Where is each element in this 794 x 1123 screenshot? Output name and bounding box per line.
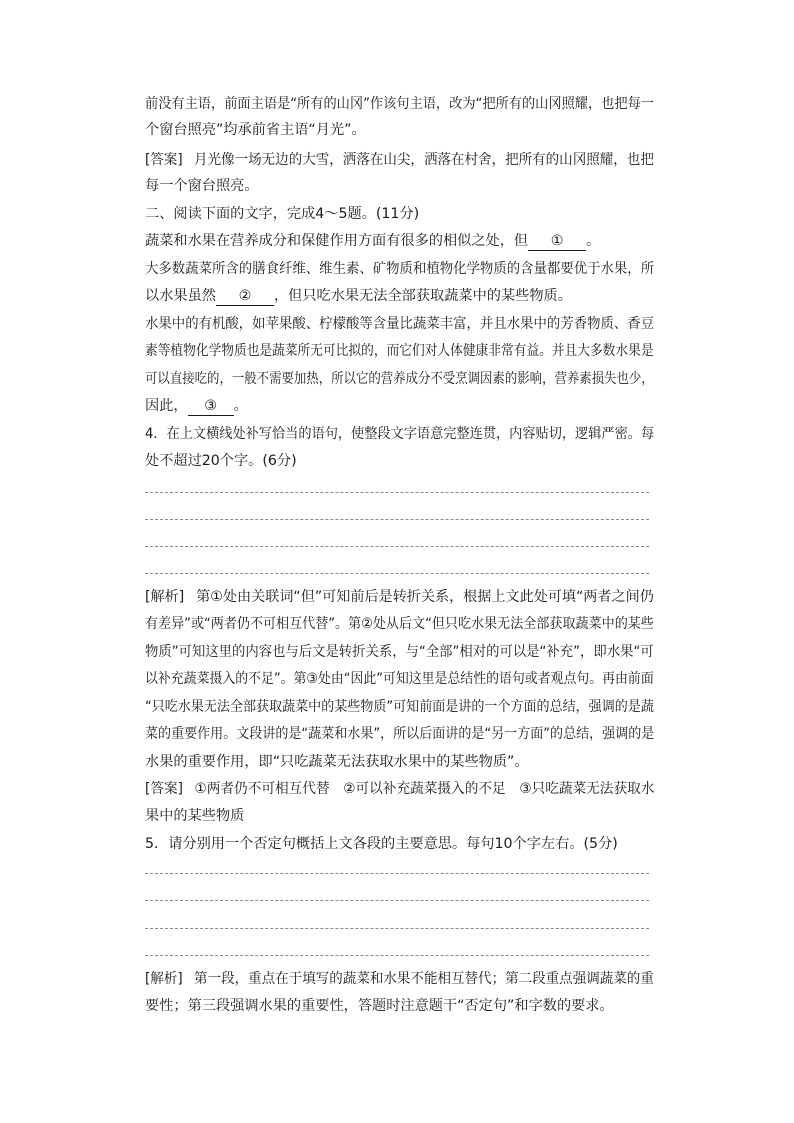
- text: 以水果虽然: [145, 288, 216, 304]
- text: 蔬菜和水果在营养成分和保健作用方面有很多的相似之处，但: [145, 233, 529, 249]
- text: 二、阅读下面的文字，完成4～5题。(11分): [145, 206, 420, 222]
- text-line: [145, 697, 654, 717]
- blank-3: ③: [188, 398, 234, 416]
- text: 每一个窗台照亮。: [145, 178, 259, 194]
- question-line: [145, 424, 654, 444]
- text-line: [145, 120, 366, 140]
- text-line: [145, 369, 654, 389]
- text: 。: [586, 233, 601, 249]
- analysis-tag: [解析]: [145, 589, 185, 605]
- section-heading: [145, 204, 419, 224]
- text: 要性；第三段强调水果的重要性，答题时注意题干“否定句”和字数的要求。: [145, 998, 614, 1014]
- text: ，但只吃水果无法全部获取蔬菜中的某些物质。: [273, 288, 572, 304]
- answer-line: [145, 150, 654, 170]
- answer-rule: [145, 546, 649, 547]
- text-line: [145, 286, 572, 306]
- text: 素等植物化学物质也是蔬菜所无可比拟的，而它们对人体健康非常有益。并且大多数水果是: [145, 343, 654, 359]
- text: 果中的某些物质: [145, 808, 245, 824]
- answer-rule: [145, 928, 649, 929]
- text: 前没有主语，前面主语是“所有的山冈”作该句主语，改为“把所有的山冈照耀，也把每一: [145, 96, 654, 112]
- text: 个窗台照亮”均承前省主语“月光”。: [145, 122, 366, 138]
- text: 大多数蔬菜所含的膳食纤维、维生素、矿物质和植物化学物质的含量都要优于水果，所: [145, 261, 655, 277]
- text: 第①处由关联词“但”可知前后是转折关系，根据上文此处可填“两者之间仍: [196, 589, 654, 605]
- answer-rule: [145, 492, 649, 493]
- text: ①两者仍不可相互代替 ②可以补充蔬菜摄入的不足 ③只吃蔬菜无法获取水: [194, 781, 655, 797]
- text-line: [145, 259, 654, 279]
- blank-1: ①: [528, 233, 586, 251]
- text: 以补充蔬菜摄入的不足”。第③处由“因此”可知这里是总结性的语句或者观点句。再由前面: [145, 671, 654, 687]
- question-line: [145, 834, 618, 854]
- blank-2: ②: [216, 288, 274, 306]
- text: “只吃水果无法全部获取蔬菜中的某些物质”可知前面是讲的一个方面的总结，强调的是蔬: [145, 699, 654, 715]
- answer-line: [145, 779, 654, 799]
- text-line: [145, 614, 654, 634]
- analysis-line: [145, 587, 654, 607]
- text-line: [145, 669, 654, 689]
- text-line: [145, 724, 654, 744]
- text: 第一段，重点在于填写的蔬菜和水果不能相互替代；第二段重点强调蔬菜的重: [194, 971, 654, 987]
- text: 因此，: [145, 398, 188, 414]
- text: 月光像一场无边的大雪，洒落在山尖，洒落在村舍，把所有的山冈照耀，也把: [194, 152, 654, 168]
- text-line: [145, 752, 529, 772]
- text: 有差异”或“两者仍不可相互代替”。第②处从后文“但只吃水果无法全部获取蔬菜中的某些: [145, 616, 654, 632]
- text-line: [145, 314, 654, 334]
- text-line: [145, 341, 654, 361]
- text-line: [145, 996, 614, 1016]
- answer-rule: [145, 573, 649, 574]
- text: 水果中的有机酸，如苹果酸、柠檬酸等含量比蔬菜丰富，并且水果中的芳香物质、香豆: [145, 316, 655, 332]
- text-line: [145, 396, 248, 416]
- text-line: [145, 94, 654, 114]
- text: 水果的重要作用，即“只吃蔬菜无法获取水果中的某些物质”。: [145, 754, 529, 770]
- text: 5．请分别用一个否定句概括上文各段的主要意思。每句10个字左右。(5分): [145, 836, 618, 852]
- answer-tag: [答案]: [145, 781, 183, 797]
- answer-rule: [145, 900, 649, 901]
- answer-rule: [145, 519, 649, 520]
- text: 可以直接吃的，一般不需要加热，所以它的营养成分不受烹调因素的影响，营养素损失也少，: [145, 371, 654, 387]
- text: 。: [233, 398, 248, 414]
- answer-rule: [145, 955, 649, 956]
- text: 4．在上文横线处补写恰当的语句，使整段文字语意完整连贯，内容贴切，逻辑严密。每: [145, 426, 655, 442]
- text-line: [145, 806, 244, 826]
- analysis-line: [145, 969, 654, 989]
- text-line: [145, 642, 654, 662]
- answer-rule: [145, 873, 649, 874]
- text-line: [145, 231, 600, 251]
- answer-tag: [答案]: [145, 152, 183, 168]
- text: 菜的重要作用。文段讲的是“蔬菜和水果”，所以后面讲的是“另一方面”的总结，强调的是: [145, 726, 655, 742]
- text: 物质”可知这里的内容也与后文是转折关系，与“全部”相对的可以是“补充”，即水果“可: [145, 644, 654, 660]
- text: 处不超过20个字。(6分): [145, 453, 297, 469]
- text-line: [145, 451, 297, 471]
- text-line: [145, 176, 259, 196]
- analysis-tag: [解析]: [145, 971, 183, 987]
